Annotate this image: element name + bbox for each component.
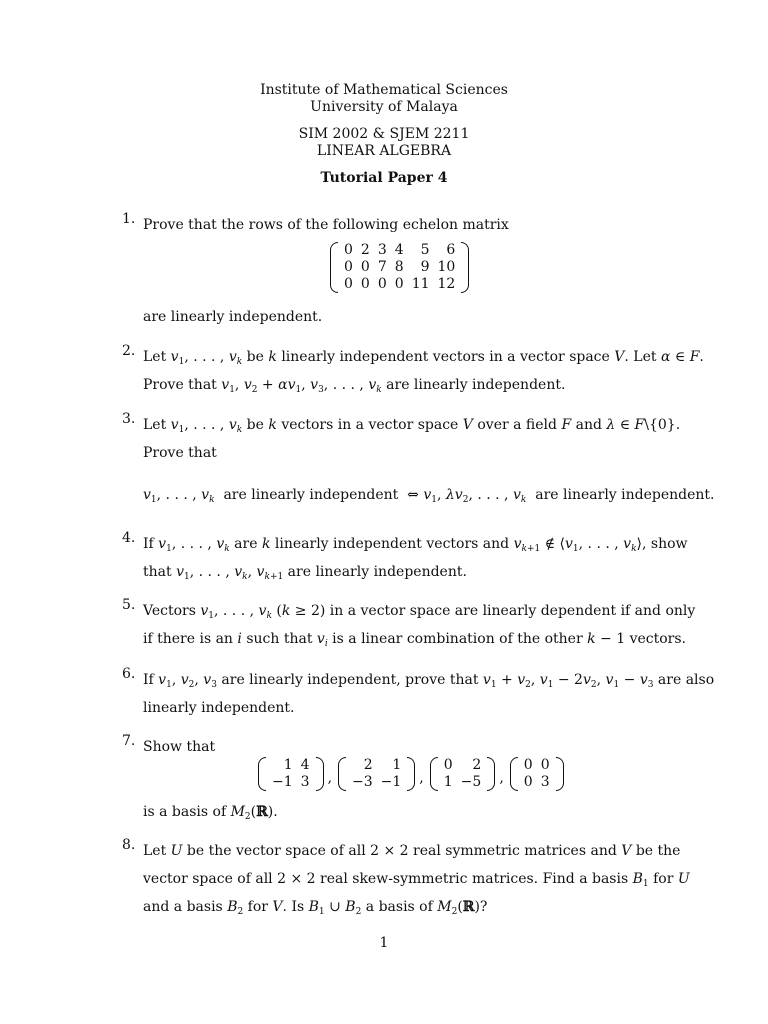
matrix-4 — [510, 757, 564, 791]
matrix-entry: 0 — [443, 757, 453, 773]
problem-3-equivalence: $v_1$, . . . , $v_k$ are linearly independent ⇔ $v_1$, $\lambda v_2$, . . . , $v_k$ are linearly independent. — [143, 487, 715, 505]
problem-7-conclusion — [122, 798, 668, 826]
problem-number: 2. — [122, 343, 136, 359]
matrix-entry: 2 — [472, 757, 482, 773]
problem-number: 4. — [122, 530, 136, 546]
matrix-entry: 0 — [344, 242, 353, 258]
right-paren — [461, 242, 469, 293]
problem-number: 5. — [122, 597, 136, 613]
matrix-entry: 3 — [300, 774, 310, 790]
course-title: LINEAR ALGEBRA — [316, 143, 452, 159]
matrix-entry: 1 — [283, 757, 293, 773]
problem-number: 6. — [122, 666, 136, 682]
matrix-entry: 10 — [437, 259, 456, 275]
problem-number: 7. — [122, 733, 136, 749]
problem-text: Let $v_1$, . . . , $v_k$ be k vectors in a vector space V over a field F and λ ∈ F\{0}. Prove that — [143, 417, 681, 461]
problem-4 — [122, 530, 688, 586]
echelon-matrix — [330, 242, 469, 293]
matrix-entry: −1 — [380, 774, 402, 790]
matrix-table — [340, 242, 459, 293]
matrix-entry: 0 — [540, 757, 550, 773]
matrix-entry: 0 — [344, 259, 353, 275]
left-paren — [330, 242, 338, 293]
course-codes: SIM 2002 & SJEM 2211 — [298, 126, 470, 142]
problem-5 — [122, 597, 696, 653]
problem-1 — [122, 211, 668, 239]
problem-number: 1. — [122, 211, 136, 227]
matrix-entry: 9 — [420, 259, 430, 275]
matrix-entry: 0 — [523, 757, 533, 773]
paper-title: Tutorial Paper 4 — [320, 170, 448, 186]
matrix-1 — [258, 757, 324, 791]
matrix-entry: 0 — [360, 276, 370, 292]
matrix-entry: 0 — [523, 774, 533, 790]
matrix-entry: 4 — [300, 757, 310, 773]
problem-3 — [122, 411, 681, 467]
matrix-entry: 8 — [394, 259, 404, 275]
university-name: University of Malaya — [310, 99, 458, 115]
basis-matrices: 1 4 −1 3 , 2 1 −3 −1 , 0 2 1 −5 , 0 0 0 3 — [258, 757, 564, 791]
matrix-entry: −3 — [352, 774, 373, 790]
matrix-entry: 3 — [377, 242, 387, 258]
problem-text: are linearly independent. — [143, 309, 323, 325]
problem-8 — [122, 837, 690, 921]
matrix-entry: 1 — [443, 774, 453, 790]
matrix-entry: 11 — [411, 276, 430, 292]
problem-6 — [122, 666, 715, 722]
problem-number: 8. — [122, 837, 136, 853]
matrix-2 — [338, 757, 415, 791]
matrix-entry: 2 — [363, 757, 373, 773]
matrix-entry: 0 — [394, 276, 404, 292]
problem-text: Show that — [143, 739, 216, 755]
problem-text: is a basis of $M_2(ℝ)$. — [143, 804, 278, 822]
matrix-entry: 7 — [377, 259, 387, 275]
problem-text: Let $v_1$, . . . , $v_k$ be k linearly independent vectors in a vector space V. Let α ∈ F. Prove that $v_1$, $v_2 + \alpha v_1$, $v_3$, . . . , $v_k$ are linearly independent. — [143, 349, 704, 395]
problem-number: 3. — [122, 411, 136, 427]
problem-text: Vectors $v_1$, . . . , $v_k$ (k ≥ 2) in a vector space are linearly dependent if and only if there is an i such that $v_i$ is a linear combination of the other k − 1 vectors. — [143, 603, 696, 649]
problem-2 — [122, 343, 704, 399]
matrix-entry: 0 — [344, 276, 353, 292]
matrix-entry: 3 — [540, 774, 550, 790]
page-number: 1 — [379, 935, 389, 951]
matrix-entry: 6 — [446, 242, 456, 258]
matrix-3 — [430, 757, 496, 791]
matrix-entry: −1 — [272, 774, 293, 790]
institute-name: Institute of Mathematical Sciences — [260, 82, 508, 98]
matrix-entry: −5 — [460, 774, 482, 790]
matrix-entry: 5 — [420, 242, 430, 258]
matrix-entry: 4 — [394, 242, 404, 258]
problem-text: If $v_1$, $v_2$, $v_3$ are linearly independent, prove that $v_1 + v_2$, $v_1 - 2v_2$, $v_1 - v_3$ are also linearly independent. — [143, 672, 715, 716]
problem-text: Prove that the rows of the following echelon matrix — [143, 217, 509, 233]
matrix-entry: 2 — [360, 242, 370, 258]
matrix-entry: 12 — [437, 276, 456, 292]
problem-text: Let U be the vector space of all 2 × 2 real symmetric matrices and V be the vector space of all 2 × 2 real skew-symmetric matrices. Find a basis $B_1$ for U and a basis $B_2$ for V. Is $B_1$ ∪ $B_2$ a basis of $M_2(ℝ)$? — [143, 843, 690, 917]
matrix-entry: 1 — [392, 757, 402, 773]
matrix-entry: 0 — [377, 276, 387, 292]
matrix-entry: 0 — [360, 259, 370, 275]
problem-text: If $v_1$, . . . , $v_k$ are k linearly independent vectors and $v_{k+1}$ ∉ $⟨v_1$, . . . , $v_k⟩$, show that $v_1$, . . . , $v_k$, $v_{k+1}$ are linearly independent. — [143, 536, 688, 582]
problem-1-conclusion — [122, 303, 668, 331]
